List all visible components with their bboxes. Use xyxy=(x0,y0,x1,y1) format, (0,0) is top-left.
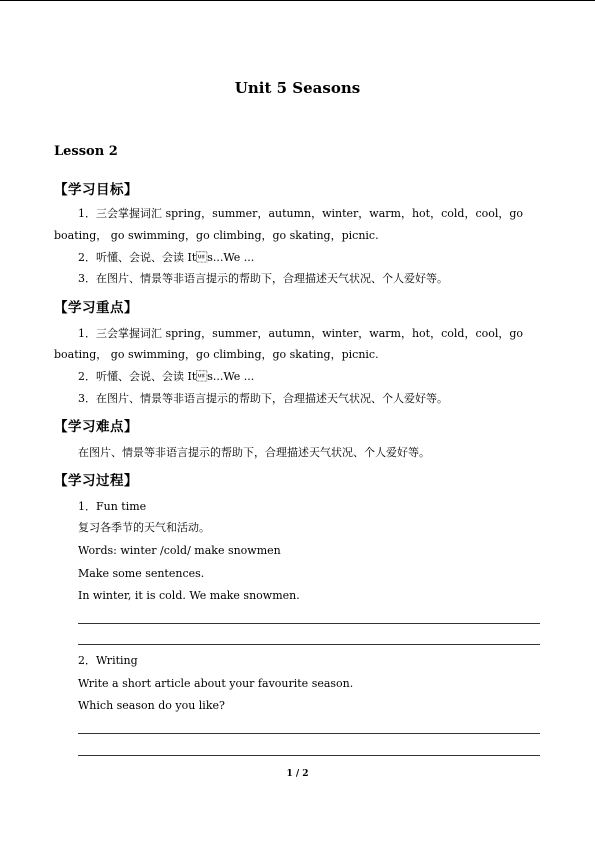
key-point-item-3: 3．在图片、情景等非语言提示的帮助下，合理描述天气状况、个人爱好等。 xyxy=(78,392,448,405)
answer-line[interactable] xyxy=(78,755,540,756)
key-point-item-1: 1．三会掌握词汇 spring，summer，autumn，winter，warm，hot，cold，cool，go xyxy=(78,327,524,340)
objective-item-1: 1．三会掌握词汇 spring，summer，autumn，winter，warm，hot，cold，cool，go xyxy=(78,207,524,220)
fun-time-line-3: Make some sentences. xyxy=(78,567,205,580)
page-number: 1 / 2 xyxy=(286,769,309,779)
difficulty-text: 在图片、情景等非语言提示的帮助下，合理描述天气状况、个人爱好等。 xyxy=(78,446,430,459)
writing-title: 2．Writing xyxy=(78,654,138,667)
section-heading-key-points: 【学习重点】 xyxy=(54,300,138,316)
answer-line[interactable] xyxy=(78,623,540,624)
fun-time-title: 1．Fun time xyxy=(78,500,147,513)
fun-time-line-2: Words: winter /cold/ make snowmen xyxy=(78,544,281,557)
key-point-item-2: 2．听懂、会说、会读 It s...We ... xyxy=(78,370,255,383)
objective-item-2: 2．听懂、会说、会读 It s...We ... xyxy=(78,251,255,264)
key-point-item-1-continued: boating， go swimming，go climbing，go skating，picnic. xyxy=(54,348,379,361)
top-border-line xyxy=(0,0,595,1)
document-title: Unit 5 Seasons xyxy=(234,79,361,97)
answer-line[interactable] xyxy=(78,733,540,734)
section-heading-objectives: 【学习目标】 xyxy=(54,182,138,198)
objective-item-3: 3．在图片、情景等非语言提示的帮助下，合理描述天气状况、个人爱好等。 xyxy=(78,272,448,285)
objective-item-1-continued: boating， go swimming，go climbing，go skating，picnic. xyxy=(54,229,379,242)
writing-line-2: Which season do you like? xyxy=(78,699,225,712)
section-heading-process: 【学习过程】 xyxy=(54,473,138,489)
section-heading-difficulties: 【学习难点】 xyxy=(54,419,138,435)
fun-time-line-1: 复习各季节的天气和活动。 xyxy=(78,521,210,534)
answer-line[interactable] xyxy=(78,644,540,645)
fun-time-line-4: In winter, it is cold. We make snowmen. xyxy=(78,589,300,602)
writing-line-1: Write a short article about your favourite season. xyxy=(78,677,354,690)
lesson-label: Lesson 2 xyxy=(54,144,118,159)
